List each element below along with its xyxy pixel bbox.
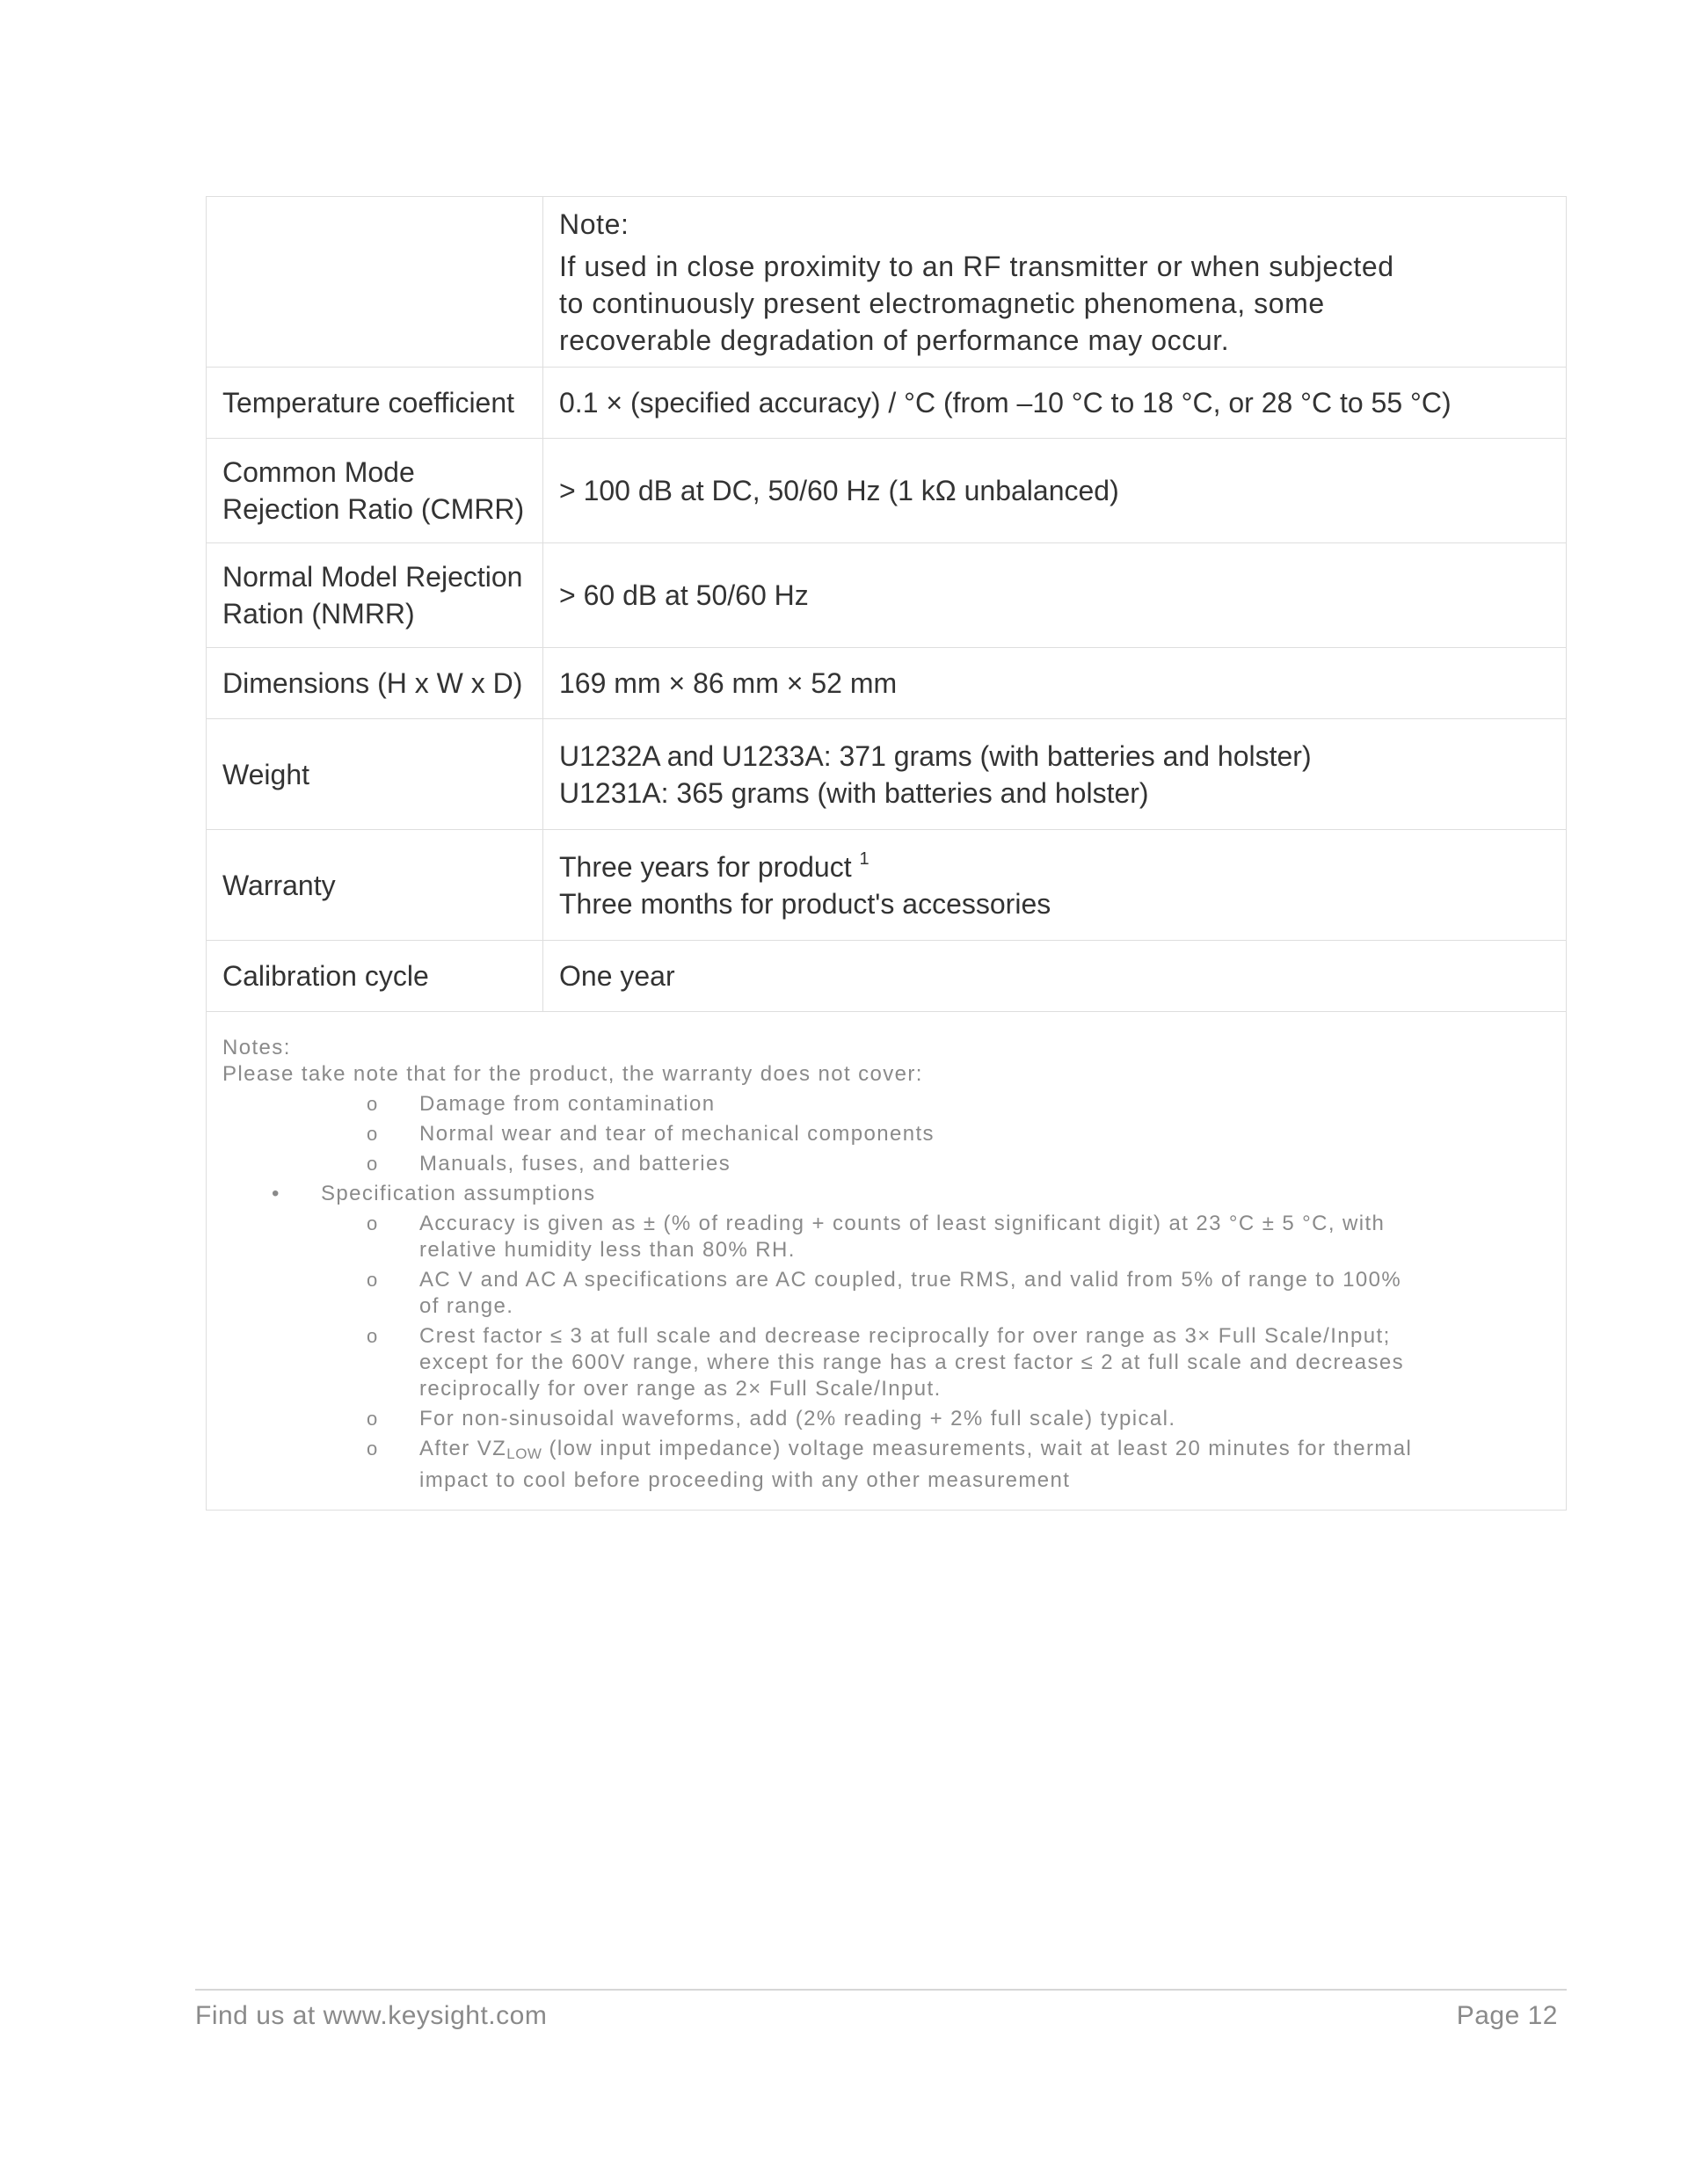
footnote-marker: 1 bbox=[859, 848, 869, 869]
spec-label: Dimensions (H x W x D) bbox=[207, 648, 543, 719]
notes-cell bbox=[207, 1012, 1567, 1511]
specification-table bbox=[206, 196, 1567, 1511]
exclusion-item: o Normal wear and tear of mechanical components bbox=[367, 1122, 935, 1146]
note-row bbox=[207, 197, 1567, 368]
circle-bullet-icon: o bbox=[367, 1093, 379, 1115]
spec-label: Calibration cycle bbox=[207, 941, 543, 1012]
circle-bullet-icon: o bbox=[367, 1212, 379, 1234]
page-number: Page 12 bbox=[1456, 2001, 1558, 2030]
spec-value: > 60 dB at 50/60 Hz bbox=[543, 543, 1567, 648]
spec-value-line: U1231A: 365 grams (with batteries and holster) bbox=[559, 776, 1149, 809]
spec-row-temperature-coefficient bbox=[207, 368, 1567, 439]
footer-website[interactable]: Find us at www.keysight.com bbox=[195, 2001, 548, 2030]
spec-label bbox=[207, 543, 543, 648]
spec-row-warranty bbox=[207, 830, 1567, 941]
assumption-item: o Crest factor ≤ 3 at full scale and decrease reciprocally for over range as 3× Full Scale/Input; except for the 600V range, where this range has a crest factor ≤ 2 at full scale and decreases reciprocally for over range as 2× Full Scale/Input. bbox=[367, 1324, 1404, 1401]
note-row-value-cell bbox=[543, 197, 1567, 368]
spec-value: One year bbox=[543, 941, 1567, 1012]
notes-intro: Please take note that for the product, the warranty does not cover: bbox=[222, 1062, 923, 1086]
assumption-item: o AC V and AC A specifications are AC coupled, true RMS, and valid from 5% of range to 100% of range. bbox=[367, 1268, 1402, 1318]
spec-row-nmrr bbox=[207, 543, 1567, 648]
bullet-dot-icon: • bbox=[272, 1182, 280, 1205]
spec-row-cmrr bbox=[207, 439, 1567, 543]
spec-row-calibration-cycle bbox=[207, 941, 1567, 1012]
assumption-item: o After VZLOW (low input impedance) voltage measurements, wait at least 20 minutes for thermal impact to cool before proceeding with any other measurement bbox=[367, 1437, 1413, 1492]
circle-bullet-icon: o bbox=[367, 1438, 379, 1460]
spec-value: > 100 dB at DC, 50/60 Hz (1 kΩ unbalanced) bbox=[543, 439, 1567, 543]
note-row-label-cell bbox=[207, 197, 543, 368]
spec-value-line: Three months for product's accessories bbox=[559, 887, 1051, 920]
spec-value: 0.1 × (specified accuracy) / °C (from –10 °C to 18 °C, or 28 °C to 55 °C) bbox=[543, 368, 1567, 439]
spec-label bbox=[207, 439, 543, 543]
spec-value bbox=[543, 719, 1567, 830]
spec-row-dimensions bbox=[207, 648, 1567, 719]
notes-title: Notes: bbox=[222, 1036, 291, 1059]
note-text-line: If used in close proximity to an RF transmitter or when subjected bbox=[559, 250, 1394, 282]
note-text-line: to continuously present electromagnetic phenomena, some bbox=[559, 287, 1325, 319]
assumption-item: o Accuracy is given as ± (% of reading + counts of least significant digit) at 23 °C ± 5 °C, with relative humidity less than 80% RH. bbox=[367, 1212, 1386, 1262]
circle-bullet-icon: o bbox=[367, 1269, 379, 1291]
spec-label: Temperature coefficient bbox=[207, 368, 543, 439]
spec-value: 169 mm × 86 mm × 52 mm bbox=[543, 648, 1567, 719]
exclusion-item: o Damage from contamination bbox=[367, 1092, 716, 1116]
circle-bullet-icon: o bbox=[367, 1408, 379, 1430]
bullet-item: • Specification assumptions bbox=[272, 1182, 596, 1205]
spec-value-line bbox=[559, 848, 1550, 885]
note-text-line: recoverable degradation of performance may occur. bbox=[559, 324, 1230, 356]
spec-value-line: U1232A and U1233A: 371 grams (with batteries and holster) bbox=[559, 739, 1312, 772]
spec-value bbox=[543, 830, 1567, 941]
footer-divider bbox=[195, 1989, 1567, 1991]
spec-label-line: Rejection Ratio (CMRR) bbox=[222, 493, 525, 525]
circle-bullet-icon: o bbox=[367, 1123, 379, 1145]
spec-row-weight bbox=[207, 719, 1567, 830]
warranty-product-text: Three years for product bbox=[559, 850, 852, 883]
circle-bullet-icon: o bbox=[367, 1153, 379, 1175]
spec-label: Warranty bbox=[207, 830, 543, 941]
circle-bullet-icon: o bbox=[367, 1325, 379, 1347]
note-title: Note: bbox=[559, 207, 629, 240]
spec-label: Weight bbox=[207, 719, 543, 830]
spec-label-line: Normal Model Rejection bbox=[222, 561, 523, 593]
notes-row bbox=[207, 1012, 1567, 1511]
assumption-item: o For non-sinusoidal waveforms, add (2% reading + 2% full scale) typical. bbox=[367, 1407, 1176, 1431]
spec-label-line: Ration (NMRR) bbox=[222, 598, 415, 630]
exclusion-item: o Manuals, fuses, and batteries bbox=[367, 1152, 731, 1176]
spec-label-line: Common Mode bbox=[222, 456, 415, 488]
